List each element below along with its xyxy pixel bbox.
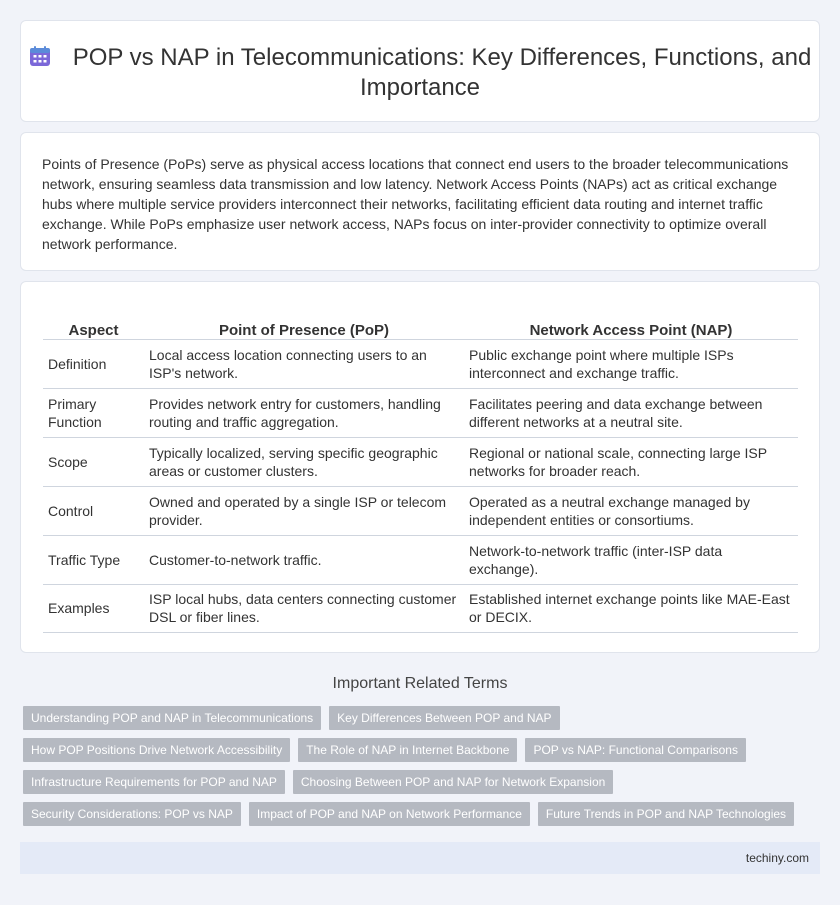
related-terms-list xyxy=(23,706,803,834)
table-row xyxy=(43,584,798,632)
table-header-row xyxy=(43,316,798,339)
pop-cell: Provides network entry for customers, handling routing and traffic aggregation. xyxy=(144,388,464,437)
tag-row xyxy=(23,770,803,794)
nap-cell: Established internet exchange points like MAE-East or DECIX. xyxy=(464,584,798,632)
intro-card xyxy=(20,132,820,271)
pop-cell: ISP local hubs, data centers connecting customer DSL or fiber lines. xyxy=(144,584,464,632)
column-header-aspect: Aspect xyxy=(43,316,144,339)
pop-cell: Customer-to-network traffic. xyxy=(144,535,464,584)
related-term-tag[interactable]: Security Considerations: POP vs NAP xyxy=(23,802,241,826)
tag-row xyxy=(23,738,803,762)
page-title-wrap xyxy=(21,43,819,103)
table-row xyxy=(43,388,798,437)
intro-paragraph: Points of Presence (PoPs) serve as physical access locations that connect end users to the broader telecommunications network, ensuring seamless data transmission and low latency. Network Access Points (NAPs) act as critical exchange hubs where multiple service providers interconnect their networks, facilitating efficient data routing and internet traffic exchange. While PoPs emphasize user network access, NAPs focus on inter-provider connectivity to optimize overall network performance. xyxy=(42,156,789,252)
aspect-cell: Traffic Type xyxy=(43,535,144,584)
footer-site-link[interactable]: techiny.com xyxy=(745,851,809,865)
related-terms-heading: Important Related Terms xyxy=(332,675,508,692)
tag-row xyxy=(23,802,803,826)
related-term-tag[interactable]: POP vs NAP: Functional Comparisons xyxy=(525,738,746,762)
column-header-pop: Point of Presence (PoP) xyxy=(144,316,464,339)
comparison-card xyxy=(20,281,820,653)
related-term-tag[interactable]: How POP Positions Drive Network Accessibility xyxy=(23,738,290,762)
table-row xyxy=(43,339,798,388)
page-title: POP vs NAP in Telecommunications: Key Differences, Functions, and Importance xyxy=(72,44,812,101)
related-term-tag[interactable]: Infrastructure Requirements for POP and NAP xyxy=(23,770,285,794)
related-term-tag[interactable]: The Role of NAP in Internet Backbone xyxy=(298,738,517,762)
related-term-tag[interactable]: Understanding POP and NAP in Telecommunications xyxy=(23,706,321,730)
aspect-cell: Definition xyxy=(43,339,144,388)
related-term-tag[interactable]: Impact of POP and NAP on Network Performance xyxy=(249,802,530,826)
related-term-tag[interactable]: Future Trends in POP and NAP Technologies xyxy=(538,802,794,826)
title-card xyxy=(20,20,820,122)
footer-bar xyxy=(20,842,820,874)
tag-row xyxy=(23,706,803,730)
nap-cell: Public exchange point where multiple ISPs interconnect and exchange traffic. xyxy=(464,339,798,388)
comparison-table xyxy=(43,316,798,633)
nap-cell: Operated as a neutral exchange managed by independent entities or consortiums. xyxy=(464,486,798,535)
aspect-cell: Scope xyxy=(43,437,144,486)
related-term-tag[interactable]: Key Differences Between POP and NAP xyxy=(329,706,559,730)
pop-cell: Owned and operated by a single ISP or telecom provider. xyxy=(144,486,464,535)
related-term-tag[interactable]: Choosing Between POP and NAP for Network Expansion xyxy=(293,770,613,794)
column-header-nap: Network Access Point (NAP) xyxy=(464,316,798,339)
table-row xyxy=(43,437,798,486)
calendar-grid-icon xyxy=(29,45,51,67)
nap-cell: Facilitates peering and data exchange between different networks at a neutral site. xyxy=(464,388,798,437)
aspect-cell: Examples xyxy=(43,584,144,632)
table-row xyxy=(43,486,798,535)
aspect-cell: Primary Function xyxy=(43,388,144,437)
table-row xyxy=(43,535,798,584)
nap-cell: Network-to-network traffic (inter-ISP data exchange). xyxy=(464,535,798,584)
pop-cell: Local access location connecting users to an ISP's network. xyxy=(144,339,464,388)
aspect-cell: Control xyxy=(43,486,144,535)
pop-cell: Typically localized, serving specific geographic areas or customer clusters. xyxy=(144,437,464,486)
nap-cell: Regional or national scale, connecting large ISP networks for broader reach. xyxy=(464,437,798,486)
